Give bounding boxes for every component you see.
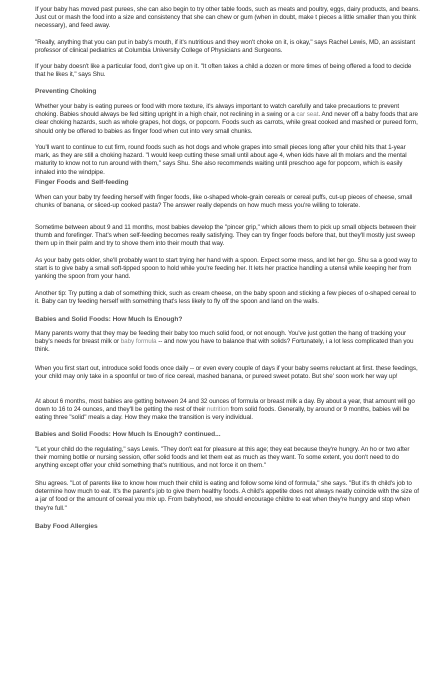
paragraph-let-child-regulate: "Let your child do the regulating," says Lewis. "They don't eat for pleasure at this age; they eat because they're hungry. An ho or two after their morning bottle or nursing session, offer solid foods and let them eat as much as they want. To some extent, you don't need to do anything except offer your child something that's nutritious, and not force it on them." [35, 446, 410, 470]
paragraph-cut-firm-foods: You'll want to continue to cut firm, round foods such as hot dogs and whole grapes into small pieces long after your child hits that 1-year mark, as they are still a choking hazard. "I would keep cutting these small until about age 4, when kids have all th molars and the mental maturity to know not to run around with them," says Shu. She also recommends waiting until preschoo age for popcorn, which is easily inhaled into the windpipe. [35, 144, 407, 176]
paragraph-text: -- and now you have to balance that with solids? Fortunately, i a lot less complicated than you think. [35, 338, 414, 354]
paragraph-pincer-grip: Sometime between about 9 and 11 months, most babies develop the "pincer grip," which allows them to pick up small objects between their thumb and forefinger. That's when self-feeding becomes really satisfying. They can try finger foods before that, but they'll mostly just sweep them up in their palm and try to shove them into their mouth that way. [35, 224, 417, 248]
heading-baby-food-allergies: Baby Food Allergies [35, 523, 98, 530]
heading-how-much: Babies and Solid Foods: How Much Is Enough? [35, 316, 183, 323]
paragraph-dislike-food: If your baby doesn't like a particular food, don't give up on it. "It often takes a child a dozen or more times of being offered a food to decide that he likes it," says Shu. [35, 63, 412, 79]
paragraph-another-tip: Another tip: Try putting a dab of something thick, such as cream cheese, on the baby spoon and sticking a few pieces of o-shaped cereal to it. Baby can try feeding herself with something that's less likely to fly off the spoon and land on the walls. [35, 290, 416, 306]
paragraph-lewis-quote: "Really, anything that you can put in baby's mouth, if it's nutritious and they won't choke on it, is okay," says Rachel Lewis, MD, an assistant professor of clinical pediatrics at Columbia University College of Physicians and Surgeons. [35, 39, 416, 55]
heading-how-much-continued: Babies and Solid Foods: How Much Is Enough? continued... [35, 431, 221, 438]
nutrition-link[interactable]: nutrition [206, 406, 229, 414]
baby-formula-link[interactable]: baby formula [120, 338, 157, 346]
paragraph-text: . And never off a baby foods that are clear choking hazards, such as whole grapes, hot dogs, or popcorn. Foods such as carrots, while great cooked and mashed or pureed form, should only be offered to babies as finger food when cut into very small chunks. [35, 111, 418, 135]
paragraph-text: Many parents worry that they may be feeding their baby too much solid food, or not enough. You've just gotten the hang of tracking your baby's needs for breast milk or [35, 330, 407, 346]
paragraph-finger-foods: When can your baby try feeding herself with finger foods, like o-shaped whole-grain cereals or cereal puffs, cut-up pieces of cheese, small chunks of banana, or sliced-up cooked pasta? The answer really depends on how much mess you're willing to tolerate. [35, 194, 413, 210]
paragraph-spoon: As your baby gets older, she'll probably want to start trying her hand with a spoon. Expect some mess, and let her go. Shu sa a good way to start is to give baby a small soft-tipped spoon to hold while you're feeding her. It lets her practice handling a utensil while keeping her from yanking the spoon from your hand. [35, 257, 418, 281]
paragraph-text: At about 6 months, most babies are getting between 24 and 32 ounces of formula or breast milk a day. By about a year, that amount will go down to 16 to 24 ounces, and they'll be getting the rest of their [35, 398, 415, 414]
paragraph-first-start: When you first start out, introduce solid foods once daily -- or even every couple of days if your baby seems reluctant at first. these feedings, your child may only take in a spoonful or two of rice cereal, mashed banana, or pureed sweet potato. But she' soon work her way up! [35, 365, 418, 381]
car-seat-link[interactable]: car seat [296, 111, 319, 119]
paragraph-table-foods: If your baby has moved past purees, she can also begin to try other table foods, such as meats and poultry, eggs, dairy products, and beans. Just cut or mash the food into a size and consistency that she can chew or gum (when in doubt, make t pieces a little smaller than you think necessary), and feed away. [35, 6, 420, 30]
paragraph-text: from solid foods. Generally, by around or 9 months, babies will be eating three "solid" meals a day. How they make the transition is very individual. [35, 406, 410, 422]
heading-preventing-choking: Preventing Choking [35, 88, 97, 95]
paragraph-shu-agrees: Shu agrees. "Lot of parents like to know how much their child is eating and follow some kind of formula," she says. "But it's th child's job to determine how much to eat. It's the parent's job to give them healthy foods. A child's appetite does not always neatly coincide with the size of a jar of food or the amount of cereal you mix up. From babyhood, we should encourage childre to eat when they're hungry and stop when they're full." [35, 480, 419, 512]
paragraph-text: Whether your baby is eating purees or food with more texture, it's always important to watch carefully and take precautions tc prevent choking. Babies should always be fed sitting upright in a high chair, not reclining in a swing or a [35, 103, 400, 119]
paragraph-watch-carefully [35, 103, 420, 136]
heading-finger-foods: Finger Foods and Self-feeding [35, 179, 129, 186]
paragraph-six-months [35, 398, 420, 423]
paragraph-parents-worry [35, 330, 420, 355]
